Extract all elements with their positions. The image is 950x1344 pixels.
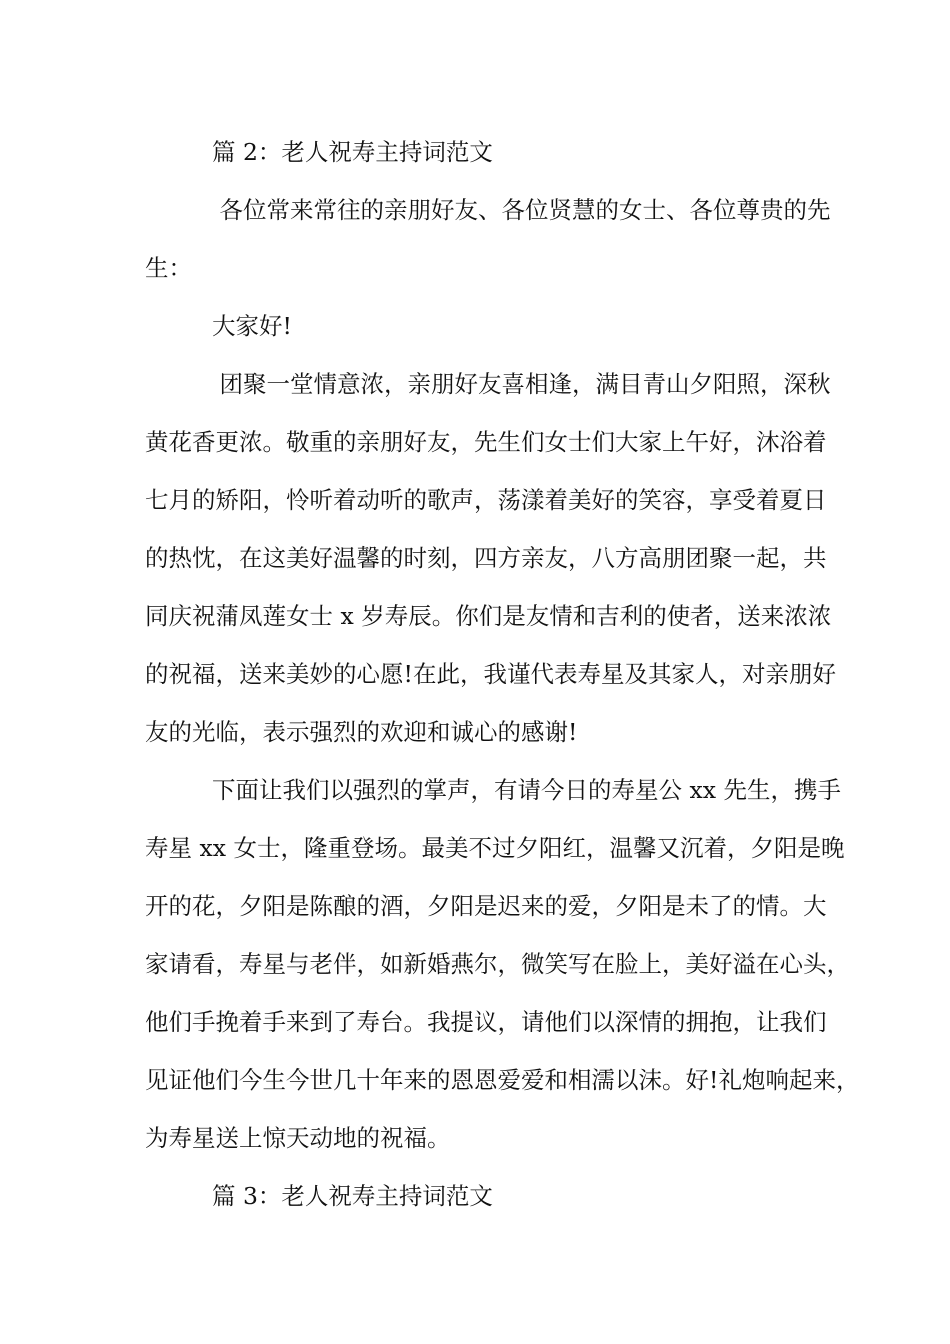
paragraph-2-line-7: 为寿星送上惊天动地的祝福。	[145, 1124, 451, 1152]
paragraph-1-line-4: 的热忱，在这美好温馨的时刻，四方亲友，八方高朋团聚一起，共	[145, 544, 827, 572]
paragraph-2-line-3: 开的花，夕阳是陈酿的酒，夕阳是迟来的爱，夕阳是未了的情。大	[145, 892, 827, 920]
paragraph-2-line-6: 见证他们今生今世几十年来的恩恩爱爱和相濡以沫。好!礼炮响起来，	[145, 1066, 860, 1094]
section-heading-3: 篇 3：老人祝寿主持词范文	[212, 1182, 493, 1210]
paragraph-2-line-5: 他们手挽着手来到了寿台。我提议，请他们以深情的拥抱，让我们	[145, 1008, 827, 1036]
paragraph-1-line-1: 团聚一堂情意浓，亲朋好友喜相逢，满目青山夕阳照，深秋	[212, 370, 831, 398]
greeting-line: 各位常来常往的亲朋好友、各位贤慧的女士、各位尊贵的先	[212, 196, 831, 224]
paragraph-1-line-6: 的祝福，送来美妙的心愿!在此，我谨代表寿星及其家人，对亲朋好	[145, 660, 836, 688]
greeting-line-cont: 生：	[145, 254, 192, 282]
paragraph-1-line-5: 同庆祝蒲凤莲女士 x 岁寿辰。你们是友情和吉利的使者，送来浓浓	[145, 602, 832, 630]
paragraph-2-line-4: 家请看，寿星与老伴，如新婚燕尔，微笑写在脸上，美好溢在心头，	[145, 950, 850, 978]
paragraph-1-line-3: 七月的矫阳，怜听着动听的歌声，荡漾着美好的笑容，享受着夏日	[145, 486, 827, 514]
paragraph-1-line-2: 黄花香更浓。敬重的亲朋好友，先生们女士们大家上午好，沐浴着	[145, 428, 827, 456]
section-heading-2: 篇 2：老人祝寿主持词范文	[212, 138, 493, 166]
hello-line: 大家好!	[212, 312, 292, 340]
paragraph-2-line-1: 下面让我们以强烈的掌声，有请今日的寿星公 xx 先生，携手	[212, 776, 841, 804]
paragraph-2-line-2: 寿星 xx 女士，隆重登场。最美不过夕阳红，温馨又沉着，夕阳是晚	[145, 834, 845, 862]
paragraph-1-line-7: 友的光临，表示强烈的欢迎和诚心的感谢!	[145, 718, 578, 746]
